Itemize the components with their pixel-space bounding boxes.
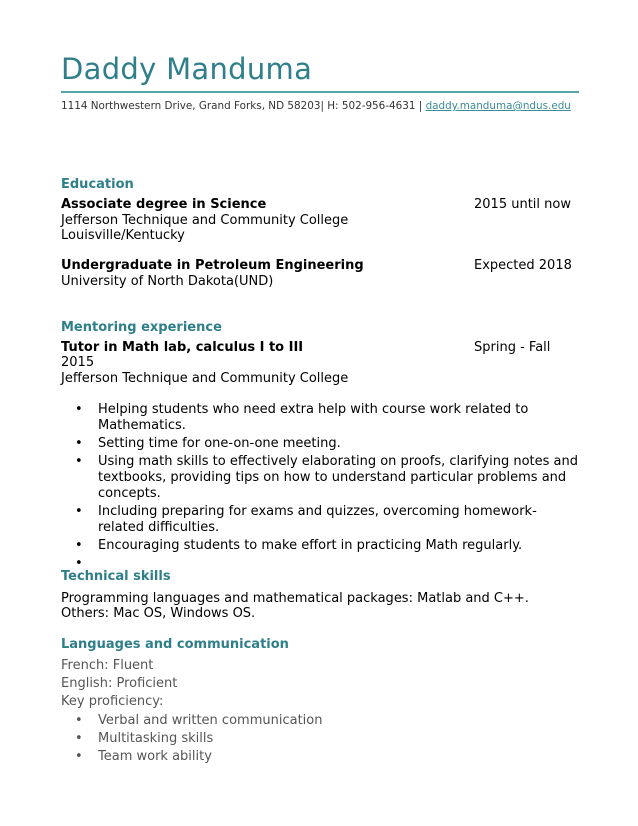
list-item: • Setting time for one-on-one meeting. — [61, 436, 581, 452]
list-item: • Multitasking skills — [61, 730, 581, 748]
languages-heading: Languages and communication — [61, 637, 289, 652]
list-item: • Verbal and written communication — [61, 712, 581, 730]
mentoring-date: Spring - Fall — [474, 340, 551, 355]
mentoring-place: Jefferson Technique and Community College — [61, 371, 349, 386]
proficiency-bullet-list — [61, 712, 581, 766]
email-link[interactable]: daddy.manduma@ndus.edu — [425, 100, 571, 112]
header-rule — [61, 91, 579, 93]
language-french: French: Fluent — [61, 658, 154, 673]
applicant-name: Daddy Manduma — [61, 52, 313, 86]
list-item: • Including preparing for exams and quizzes, overcoming homework-related difficulties. — [61, 504, 581, 536]
contact-line — [61, 100, 571, 112]
list-item: • Helping students who need extra help with course work related to Mathematics. — [61, 402, 581, 434]
technical-line-2: Others: Mac OS, Windows OS. — [61, 606, 256, 621]
education-title-1: Associate degree in Science — [61, 197, 267, 212]
technical-heading: Technical skills — [61, 569, 171, 584]
list-item: • Using math skills to effectively elaborating on proofs, clarifying notes and textbooks, providing tips on how to understand particular problems and concepts. — [61, 454, 581, 502]
mentoring-bullet-list — [61, 402, 581, 574]
mentoring-year: 2015 — [61, 355, 95, 370]
list-item: • Team work ability — [61, 748, 581, 766]
education-line-1a: Jefferson Technique and Community College — [61, 213, 349, 228]
education-line-2a: University of North Dakota(UND) — [61, 274, 274, 289]
contact-address-phone: 1114 Northwestern Drive, Grand Forks, ND 58203| H: 502-956-4631 | — [61, 100, 426, 112]
mentoring-title: Tutor in Math lab, calculus I to III — [61, 340, 304, 355]
list-item: • Encouraging students to make effort in practicing Math regularly. — [61, 538, 581, 554]
language-english: English: Proficient — [61, 676, 178, 691]
mentoring-heading: Mentoring experience — [61, 320, 222, 335]
technical-line-1: Programming languages and mathematical packages: Matlab and C++. — [61, 591, 529, 606]
key-proficiency-label: Key proficiency: — [61, 694, 164, 709]
education-date-2: Expected 2018 — [474, 258, 572, 273]
education-date-1: 2015 until now — [474, 197, 571, 212]
education-heading: Education — [61, 177, 134, 192]
education-title-2: Undergraduate in Petroleum Engineering — [61, 258, 364, 273]
education-line-1b: Louisville/Kentucky — [61, 228, 185, 243]
